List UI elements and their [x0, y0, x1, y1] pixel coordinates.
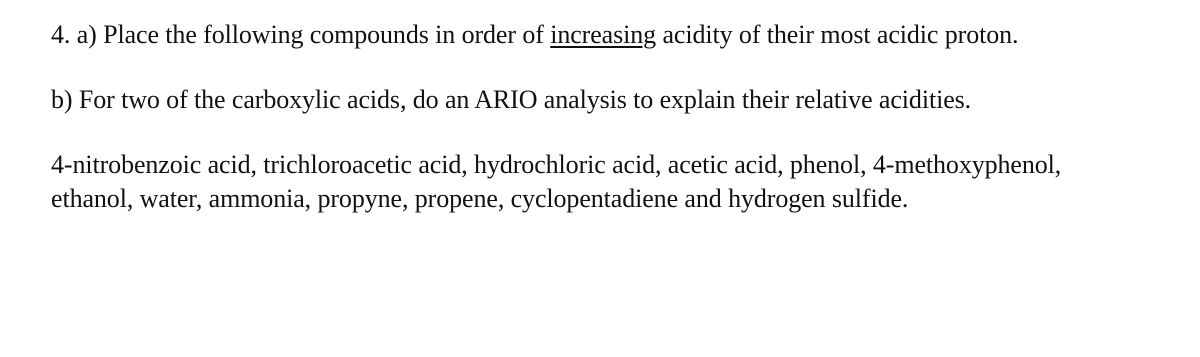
compound-list-line-1: 4-nitrobenzoic acid, trichloroacetic acid, hydrochloric acid, acetic acid, phenol, 4-methoxyphenol, — [51, 150, 1062, 179]
question-part-b: b) For two of the carboxylic acids, do an ARIO analysis to explain their relative acidities. — [51, 85, 972, 114]
part-a-emphasis: increasing — [550, 20, 657, 49]
question-part-a — [51, 19, 1018, 51]
compound-list-line-2: ethanol, water, ammonia, propyne, propene, cyclopentadiene and hydrogen sulfide. — [51, 184, 909, 213]
part-a-text-start: 4. a) Place the following compounds in order of — [51, 20, 551, 49]
part-a-text-end: acidity of their most acidic proton. — [656, 20, 1019, 49]
